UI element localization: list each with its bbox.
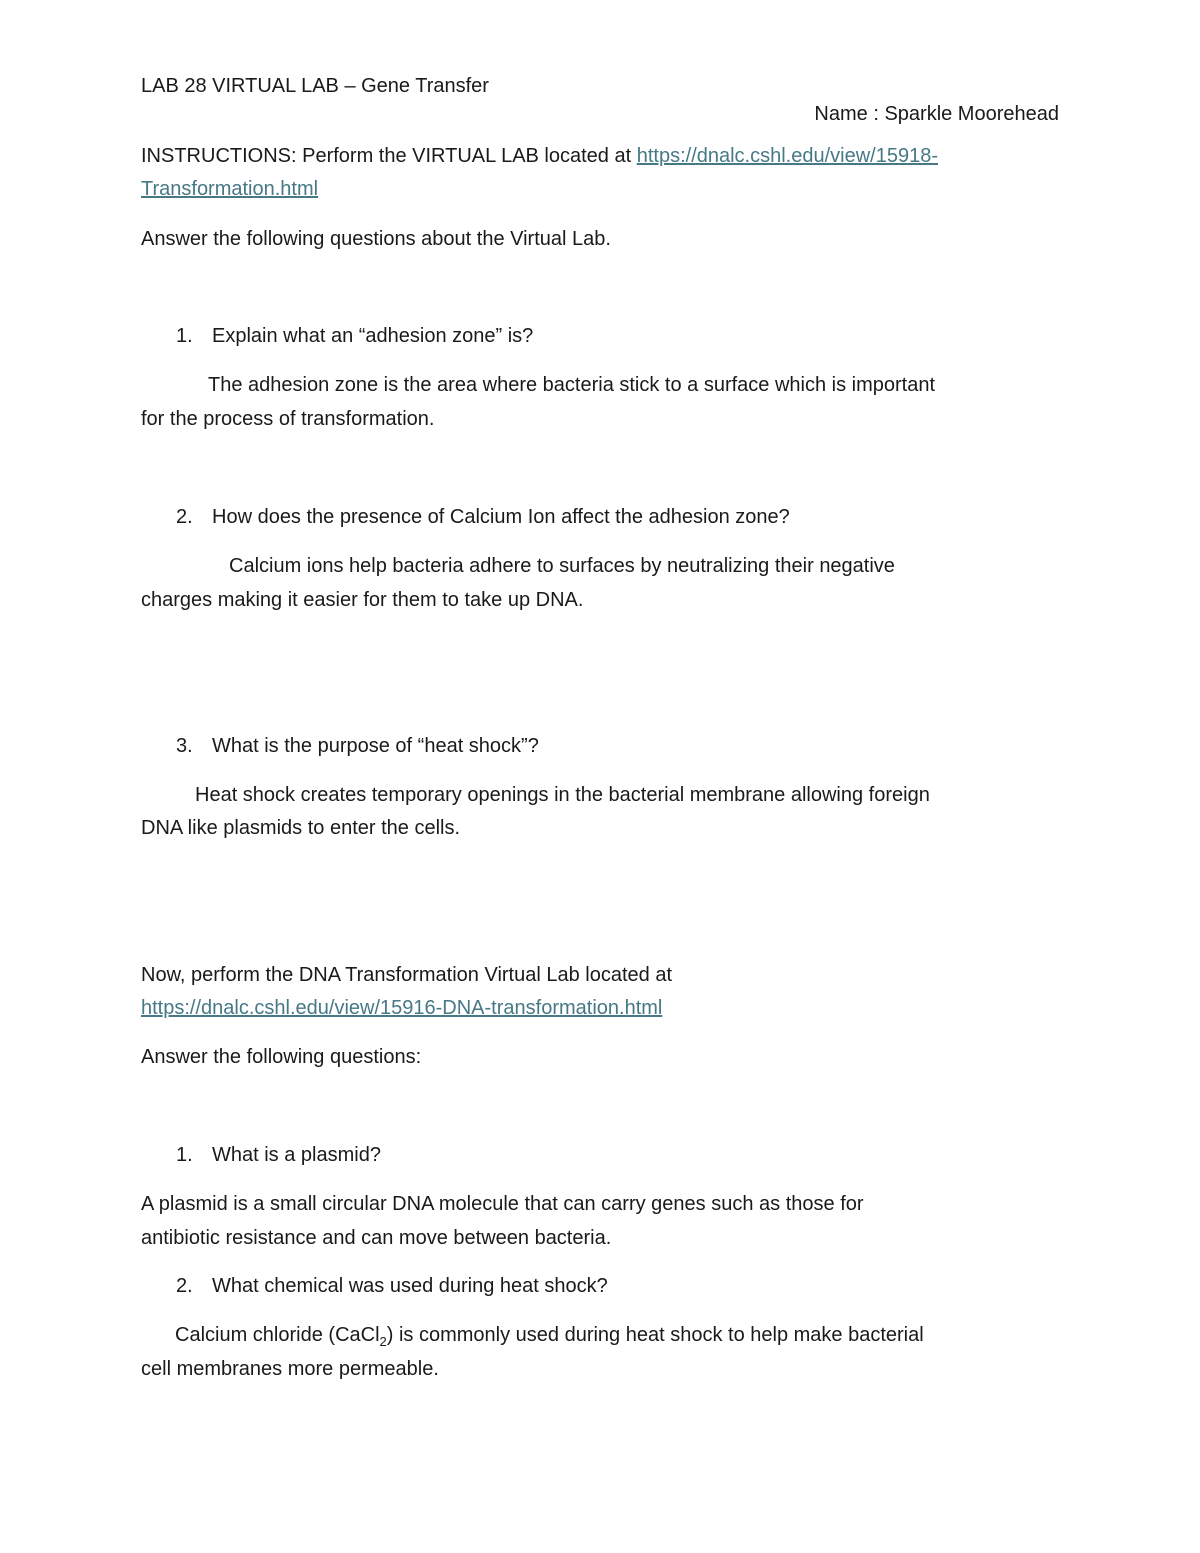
question-number: 2. <box>176 1275 193 1297</box>
link-2-line <box>141 996 662 1020</box>
intro-text-3: Answer the following questions: <box>141 1046 422 1068</box>
answer-text: Calcium chloride ( <box>175 1324 336 1346</box>
instructions-link-line <box>141 177 318 201</box>
student-name: Name : Sparkle Moorehead <box>814 103 1059 125</box>
intro-text-2: Now, perform the DNA Transformation Virtual Lab located at <box>141 964 673 986</box>
formula-subscript: 2 <box>379 1334 387 1349</box>
question-2 <box>176 505 790 529</box>
question-text: Explain what an “adhesion zone” is? <box>212 325 534 347</box>
plasmid-question <box>176 1143 381 1167</box>
answer-text: ) is commonly used during heat shock to help make bacterial <box>386 1324 924 1346</box>
instructions-link-part1[interactable]: https://dnalc.cshl.edu/view/15918- <box>636 145 939 167</box>
answer-3-line-1: Heat shock creates temporary openings in the bacterial membrane allowing foreign <box>195 784 930 806</box>
question-number: 1. <box>176 325 193 347</box>
answer-2-line-1: Calcium ions help bacteria adhere to surfaces by neutralizing their negative <box>229 555 895 577</box>
plasmid-answer-line-2: antibiotic resistance and can move between bacteria. <box>141 1227 612 1249</box>
answer-2-line-2: charges making it easier for them to take up DNA. <box>141 589 584 611</box>
dna-transformation-link[interactable]: https://dnalc.cshl.edu/view/15916-DNA-transformation.html <box>141 997 663 1019</box>
answer-1-line-1: The adhesion zone is the area where bacteria stick to a surface which is important <box>208 374 936 396</box>
plasmid-answer-line-1: A plasmid is a small circular DNA molecule that can carry genes such as those for <box>141 1193 864 1215</box>
question-1 <box>176 324 533 348</box>
question-3 <box>176 734 539 758</box>
answer-3-line-2: DNA like plasmids to enter the cells. <box>141 817 461 839</box>
intro-text-1: Answer the following questions about the Virtual Lab. <box>141 228 611 250</box>
question-text: How does the presence of Calcium Ion affect the adhesion zone? <box>212 506 790 528</box>
question-number: 1. <box>176 1144 193 1166</box>
chemical-answer-line-2: cell membranes more permeable. <box>141 1358 439 1380</box>
formula-base: CaCl <box>335 1324 380 1346</box>
instructions-line <box>141 144 938 168</box>
document-title: LAB 28 VIRTUAL LAB – Gene Transfer <box>141 75 489 97</box>
question-number: 3. <box>176 735 193 757</box>
answer-1-line-2: for the process of transformation. <box>141 408 435 430</box>
chemical-answer-line-1 <box>175 1323 924 1347</box>
instructions-text: INSTRUCTIONS: Perform the VIRTUAL LAB located at <box>141 145 637 167</box>
chemical-formula <box>335 1324 387 1349</box>
chemical-question <box>176 1274 608 1298</box>
question-text: What chemical was used during heat shock? <box>212 1275 608 1297</box>
question-text: What is the purpose of “heat shock”? <box>212 735 539 757</box>
question-text: What is a plasmid? <box>212 1144 381 1166</box>
instructions-link-part2[interactable]: Transformation.html <box>141 178 319 200</box>
question-number: 2. <box>176 506 193 528</box>
